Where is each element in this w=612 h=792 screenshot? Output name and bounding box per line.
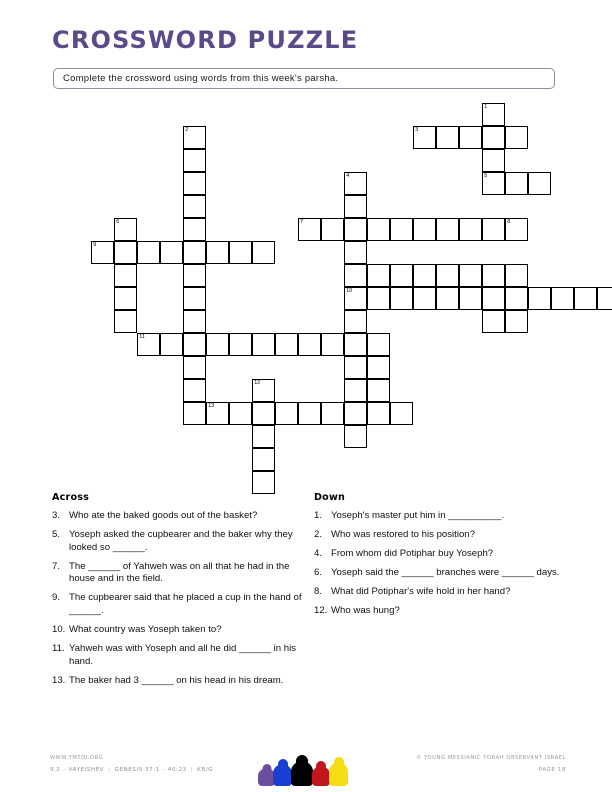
crossword-cell-number: 5 <box>484 173 488 180</box>
crossword-cell[interactable] <box>137 333 160 356</box>
crossword-cell[interactable] <box>183 333 206 356</box>
crossword-cell[interactable] <box>321 402 344 425</box>
across-clue-number: 9. <box>52 592 61 604</box>
logo-figure-head <box>334 757 344 767</box>
crossword-cell[interactable] <box>413 287 436 310</box>
organization-logo-icon <box>258 750 354 790</box>
crossword-cell[interactable] <box>505 264 528 287</box>
logo-figure-head <box>316 761 326 771</box>
crossword-cell[interactable] <box>574 287 597 310</box>
across-clue-item <box>52 643 302 668</box>
page-footer <box>0 750 612 792</box>
crossword-cell[interactable] <box>344 310 367 333</box>
crossword-cell[interactable] <box>183 195 206 218</box>
down-clue-text: Yoseph said the ______ branches were ______ days. <box>331 567 560 579</box>
crossword-cell[interactable] <box>137 241 160 264</box>
crossword-cell[interactable] <box>505 172 528 195</box>
across-clue-number: 5. <box>52 529 61 541</box>
crossword-cell[interactable] <box>551 287 574 310</box>
down-clue-text: Yoseph's master put him in __________. <box>331 510 505 521</box>
down-clue-number: 6. <box>314 567 323 579</box>
across-clue-item <box>52 675 302 688</box>
crossword-cell[interactable] <box>344 425 367 448</box>
across-clue-number: 7. <box>52 560 61 572</box>
crossword-cell[interactable] <box>390 287 413 310</box>
logo-figure-head <box>278 759 288 769</box>
down-clue-item <box>314 548 564 561</box>
crossword-cell[interactable] <box>413 264 436 287</box>
across-clue-item <box>52 510 302 523</box>
crossword-cell[interactable] <box>321 218 344 241</box>
across-clue-text: The ______ of Yahweh was on all that he had in the house and in the field. <box>69 560 290 585</box>
crossword-cell[interactable] <box>344 241 367 264</box>
logo-figure-head <box>262 764 271 773</box>
crossword-cell[interactable] <box>482 310 505 333</box>
crossword-cell[interactable] <box>528 287 551 310</box>
across-clues-column <box>52 492 302 694</box>
crossword-cell[interactable] <box>298 402 321 425</box>
crossword-cell[interactable] <box>436 218 459 241</box>
crossword-cell[interactable] <box>482 287 505 310</box>
crossword-cell[interactable] <box>229 241 252 264</box>
across-clue-number: 13. <box>52 674 66 686</box>
crossword-cell[interactable] <box>367 218 390 241</box>
crossword-cell[interactable] <box>183 379 206 402</box>
footer-page-number: PAGE 18 <box>538 767 566 773</box>
crossword-cell[interactable] <box>114 264 137 287</box>
crossword-cell-number: 13 <box>208 403 215 410</box>
crossword-cell[interactable] <box>252 425 275 448</box>
footer-level: KB/G <box>197 767 214 773</box>
across-clue-item <box>52 529 302 554</box>
crossword-cell[interactable] <box>252 241 275 264</box>
across-clue-number: 11. <box>52 643 65 655</box>
crossword-cell[interactable] <box>505 126 528 149</box>
across-heading: Across <box>52 492 90 503</box>
down-heading: Down <box>314 492 346 503</box>
down-clue-text: From whom did Potiphar buy Yoseph? <box>331 548 494 560</box>
crossword-cell[interactable] <box>298 333 321 356</box>
down-clue-text: What did Potiphar's wife hold in her hand? <box>331 586 511 598</box>
crossword-cell[interactable] <box>344 172 367 195</box>
crossword-cell[interactable] <box>206 241 229 264</box>
crossword-cell[interactable] <box>114 287 137 310</box>
crossword-cell[interactable] <box>183 356 206 379</box>
crossword-cell[interactable] <box>183 149 206 172</box>
crossword-cell[interactable] <box>344 379 367 402</box>
crossword-cell[interactable] <box>482 218 505 241</box>
footer-separator-1: | <box>108 767 111 773</box>
footer-copyright: © YOUNG MESSIANIC TORAH OBSERVANT ISRAEL <box>416 755 566 761</box>
crossword-cell[interactable] <box>252 333 275 356</box>
crossword-cell[interactable] <box>183 172 206 195</box>
crossword-cell-number: 12 <box>254 380 261 387</box>
logo-figure-icon <box>273 759 292 786</box>
crossword-cell[interactable] <box>183 126 206 149</box>
footer-reference <box>50 767 213 773</box>
across-clue-text: The baker had 3 ______ on his head in his dream. <box>69 674 284 686</box>
down-clue-number: 12. <box>314 605 328 617</box>
crossword-cell[interactable] <box>597 287 612 310</box>
down-clue-item <box>314 586 564 599</box>
crossword-cell[interactable] <box>459 218 482 241</box>
down-clue-list <box>314 510 564 618</box>
crossword-cell[interactable] <box>459 264 482 287</box>
down-clue-number: 4. <box>314 548 323 560</box>
crossword-cell[interactable] <box>252 448 275 471</box>
crossword-cell[interactable] <box>229 402 252 425</box>
crossword-cell[interactable] <box>482 172 505 195</box>
crossword-cell[interactable] <box>183 287 206 310</box>
crossword-cell[interactable] <box>505 310 528 333</box>
crossword-cell-number: 7 <box>300 219 304 226</box>
across-clue-text: Yahweh was with Yoseph and all he did ______ in his hand. <box>69 643 297 667</box>
footer-verses: GENESIS 37:1 – 40:23 <box>114 767 187 773</box>
crossword-cell[interactable] <box>160 241 183 264</box>
across-clue-item <box>52 592 302 617</box>
crossword-cell[interactable] <box>367 287 390 310</box>
crossword-cell[interactable] <box>114 241 137 264</box>
crossword-cell[interactable] <box>91 241 114 264</box>
crossword-cell[interactable] <box>344 333 367 356</box>
crossword-cell[interactable] <box>436 264 459 287</box>
instruction-text: Complete the crossword using words from this week's parsha. <box>63 73 339 84</box>
crossword-cell[interactable] <box>298 218 321 241</box>
crossword-cell-number: 6 <box>116 219 120 226</box>
crossword-cell[interactable] <box>367 379 390 402</box>
crossword-cell[interactable] <box>275 333 298 356</box>
crossword-cell[interactable] <box>206 402 229 425</box>
crossword-cell[interactable] <box>229 333 252 356</box>
crossword-cell[interactable] <box>367 356 390 379</box>
crossword-cell[interactable] <box>459 126 482 149</box>
crossword-cell-number: 9 <box>93 242 97 249</box>
crossword-cell[interactable] <box>482 126 505 149</box>
down-clue-item <box>314 567 564 580</box>
crossword-cell[interactable] <box>390 264 413 287</box>
down-clue-item <box>314 529 564 542</box>
crossword-cell[interactable] <box>275 402 298 425</box>
crossword-cell[interactable] <box>413 126 436 149</box>
crossword-cell[interactable] <box>344 402 367 425</box>
across-clue-text: Who ate the baked goods out of the basket? <box>69 510 258 521</box>
across-clue-text: The cupbearer said that he placed a cup in the hand of ______. <box>69 592 302 617</box>
page-title: CROSSWORD PUZZLE <box>52 26 359 54</box>
across-clue-text: Yoseph asked the cupbearer and the baker why they looked so ______. <box>69 529 293 553</box>
crossword-cell[interactable] <box>160 333 183 356</box>
across-clue-number: 3. <box>52 510 61 521</box>
crossword-cell[interactable] <box>436 126 459 149</box>
down-clue-number: 2. <box>314 529 323 541</box>
crossword-cell[interactable] <box>482 264 505 287</box>
footer-separator-2: | <box>190 767 194 773</box>
crossword-cell-number: 8 <box>507 219 511 226</box>
across-clue-number: 10. <box>52 624 66 636</box>
crossword-cell[interactable] <box>183 241 206 264</box>
crossword-cell[interactable] <box>183 310 206 333</box>
across-clue-text: What country was Yoseph taken to? <box>69 624 222 636</box>
logo-figure-icon <box>329 757 348 786</box>
crossword-cell[interactable] <box>344 356 367 379</box>
down-clues-column <box>314 492 564 625</box>
crossword-cell[interactable] <box>206 333 229 356</box>
down-clue-item <box>314 510 564 523</box>
crossword-cell[interactable] <box>413 218 436 241</box>
crossword-cell[interactable] <box>114 218 137 241</box>
across-clue-list <box>52 510 302 688</box>
crossword-cell-number: 1 <box>484 104 488 111</box>
crossword-cell[interactable] <box>183 402 206 425</box>
logo-figure-icon <box>312 761 330 786</box>
down-clue-item <box>314 605 564 618</box>
crossword-cell[interactable] <box>252 471 275 494</box>
crossword-cell[interactable] <box>505 218 528 241</box>
crossword-cell-number: 2 <box>185 127 189 134</box>
crossword-cell[interactable] <box>344 287 367 310</box>
crossword-cell[interactable] <box>114 310 137 333</box>
crossword-cell-number: 4 <box>346 173 350 180</box>
crossword-cell[interactable] <box>528 172 551 195</box>
across-clue-item <box>52 561 302 586</box>
crossword-cell[interactable] <box>367 264 390 287</box>
crossword-cell-number: 3 <box>415 127 419 134</box>
crossword-cell[interactable] <box>390 218 413 241</box>
crossword-cell[interactable] <box>183 264 206 287</box>
crossword-cell[interactable] <box>482 103 505 126</box>
crossword-cell[interactable] <box>436 287 459 310</box>
crossword-cell[interactable] <box>505 287 528 310</box>
logo-figure-head <box>296 755 308 767</box>
down-clue-text: Who was restored to his position? <box>331 529 475 541</box>
logo-figure-icon <box>291 755 313 786</box>
crossword-cell[interactable] <box>344 195 367 218</box>
down-clue-number: 1. <box>314 510 323 521</box>
crossword-cell[interactable] <box>183 218 206 241</box>
footer-lesson: 9.2 – VAYEISHEV <box>50 767 105 773</box>
crossword-cell[interactable] <box>459 287 482 310</box>
crossword-cell[interactable] <box>367 333 390 356</box>
footer-website-url[interactable]: WWW.YMTOI.ORG <box>50 755 104 761</box>
crossword-cell[interactable] <box>367 402 390 425</box>
crossword-cell[interactable] <box>344 264 367 287</box>
crossword-cell[interactable] <box>252 379 275 402</box>
crossword-cell[interactable] <box>321 333 344 356</box>
crossword-cell-number: 10 <box>346 288 353 295</box>
across-clue-item <box>52 624 302 637</box>
crossword-cell-number: 11 <box>139 334 145 341</box>
crossword-cell[interactable] <box>344 218 367 241</box>
crossword-cell[interactable] <box>482 149 505 172</box>
down-clue-text: Who was hung? <box>331 605 400 617</box>
crossword-cell[interactable] <box>390 402 413 425</box>
crossword-cell[interactable] <box>252 402 275 425</box>
down-clue-number: 8. <box>314 586 323 598</box>
